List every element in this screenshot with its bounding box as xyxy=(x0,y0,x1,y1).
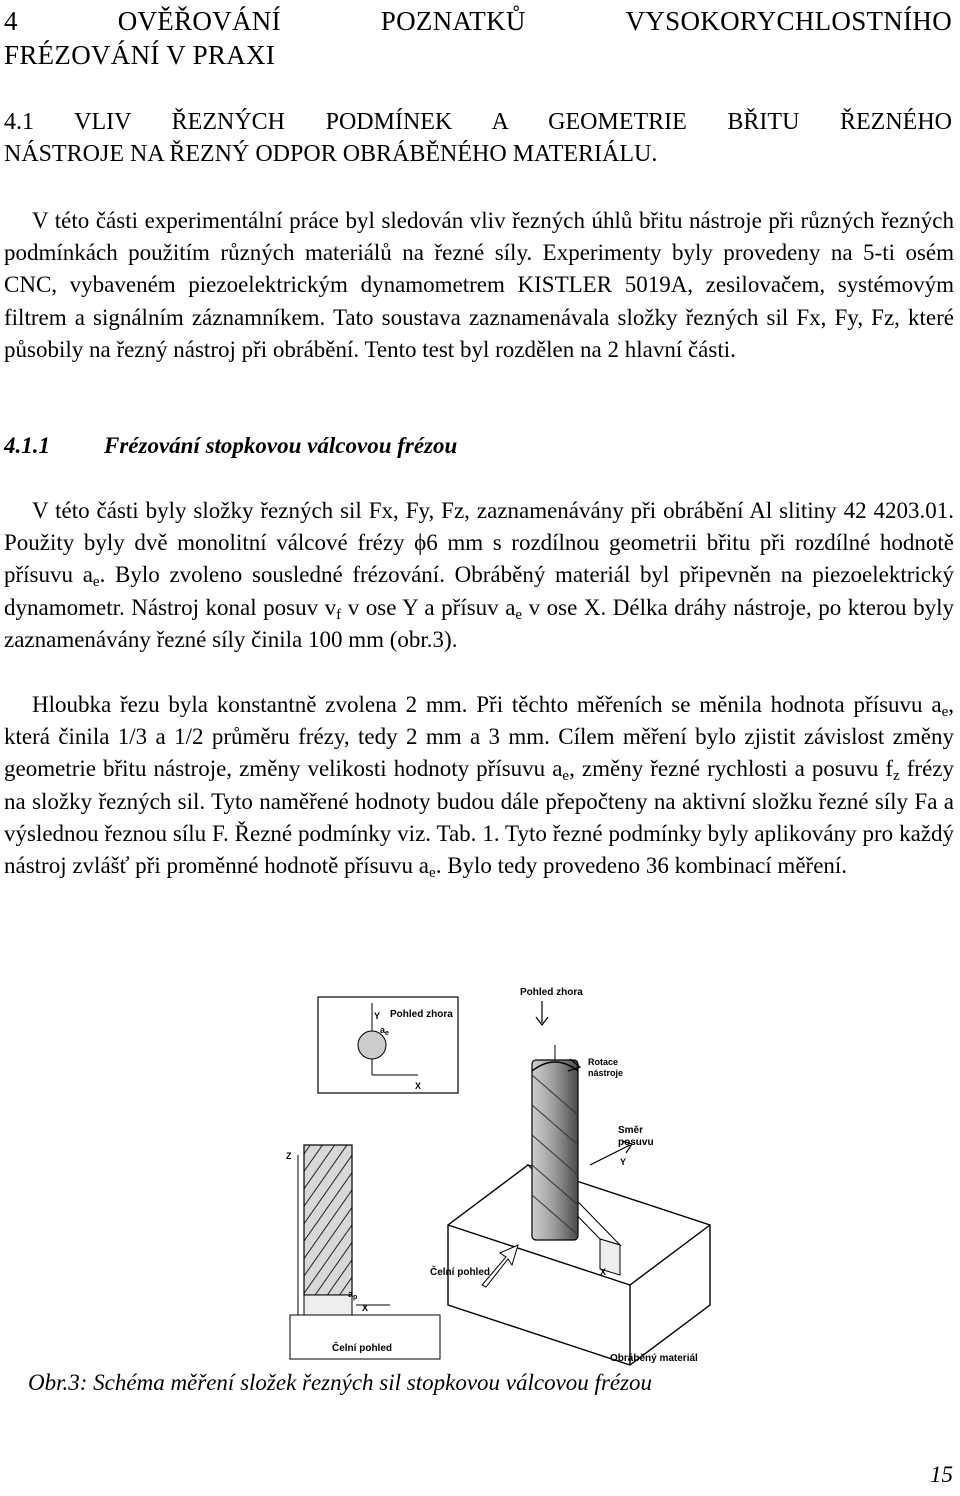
chapter-number: 4 xyxy=(4,6,18,36)
subsection-heading xyxy=(4,433,457,459)
measurement-schematic-figure xyxy=(270,975,730,1375)
subscript: e xyxy=(515,606,523,623)
subscript: e xyxy=(941,704,949,720)
axis-x-label: X xyxy=(415,1081,422,1091)
front-view-inset xyxy=(286,1145,440,1359)
subscript: e xyxy=(429,865,436,882)
figure-caption: Obr.3: Schéma měření složek řezných sil stopkovou válcovou frézou xyxy=(28,1370,653,1395)
text-run: , která činila 1/3 a 1/2 průměru frézy, tedy 2 mm a 3 mm. Cílem měření bylo zjistit závislost změny geometrie břitu nástroje, změny velikosti hodnoty přísuvu a xyxy=(4,692,954,782)
chapter-title-word-2: POZNATKŮ xyxy=(380,6,526,36)
front-view-left-label: Čelní pohled xyxy=(332,1343,392,1354)
text-run: v ose X. Délka dráhy nástroje, po kterou byly zaznamenávány řezné síly činila 100 mm (obr.3). xyxy=(4,594,954,652)
subsection-title: Frézování stopkovou válcovou frézou xyxy=(104,433,458,458)
subscript: z xyxy=(893,768,900,785)
chapter-title-word-3: VYSOKORYCHLOSTNÍHO xyxy=(625,6,952,36)
text-run: , změny řezné rychlosti a posuvu f xyxy=(569,756,894,782)
subsection-number: 4.1.1 xyxy=(4,433,50,458)
text-run: v ose Y a přísuv a xyxy=(341,594,516,620)
feed-direction-label-1: Směr xyxy=(618,1125,644,1136)
top-view-label: Pohled zhora xyxy=(520,987,583,998)
workpiece-block xyxy=(448,1165,710,1365)
paragraph-conditions xyxy=(4,689,954,882)
axis-z-label-left: Z xyxy=(286,1151,292,1161)
text-run: V této části byly složky řezných sil Fx, Fy, Fz, zaznamenávány při obrábění Al slitiny 42 4203.01. Použity byly dvě monolitní válcové frézy ϕ6 mm s rozdílnou geometrii břitu při rozdílné hodnotě přísuvu a xyxy=(4,498,954,588)
ae-label: $a_e$ xyxy=(380,1025,389,1037)
chapter-title-word-1: OVĚŘOVÁNÍ xyxy=(117,6,281,36)
workpiece-label: Obráběný materiál xyxy=(610,1353,698,1364)
axis-y-label: Y xyxy=(374,1011,381,1021)
chapter-title-line-2: FRÉZOVÁNÍ V PRAXI xyxy=(4,40,276,70)
section-heading xyxy=(4,106,952,170)
rotation-label-1: Rotace xyxy=(588,1057,619,1067)
chapter-heading xyxy=(4,4,952,72)
front-view-label: Čelní pohled xyxy=(430,1267,490,1278)
subscript: e xyxy=(92,574,100,591)
text-run: . Bylo zvoleno sousledné frézování. Obráběný materiál byl připevněn na piezoelektrický dynamometr. Nástroj konal posuv v xyxy=(4,562,954,620)
subscript: e xyxy=(562,768,570,785)
page-number: 15 xyxy=(930,1462,953,1487)
section-heading-line-2: NÁSTROJE NA ŘEZNÝ ODPOR OBRÁBĚNÉHO MATERIÁLU. xyxy=(4,141,658,167)
paragraph-method xyxy=(4,495,954,656)
axis-y-label-main: Y xyxy=(620,1157,627,1167)
top-view-inset-label: Pohled zhora xyxy=(390,1009,453,1020)
feed-direction-label-2: posuvu xyxy=(618,1137,654,1148)
top-view-inset xyxy=(318,997,458,1093)
text-run: . Bylo tedy provedeno 36 kombinací měření. xyxy=(435,853,848,879)
subscript: f xyxy=(336,606,342,623)
paragraph-intro: V této části experimentální práce byl sledován vliv řezných úhlů břitu nástroje při různých řezných podmínkách použitím různých materiálů na řezné síly. Experimenty byly provedeny na 5-ti osém CNC, vybaveném piezoelektrickým dynamometrem KISTLER 5019A, zesilovačem, systémovým filtrem a signálním záznamníkem. Tato soustava zaznamenávala složky řezných sil Fx, Fy, Fz, které působily na řezný nástroj při obrábění. Tento test byl rozdělen na 2 hlavní části. xyxy=(4,208,954,362)
text-run: frézy na složky řezných sil. Tyto naměřené hodnoty budou dále přepočteny na aktivní složku řezné síly Fa a výslednou řeznou sílu F. Řezné podmínky viz. Tab. 1. Tyto řezné podmínky byly aplikovány pro každý nástroj zvlášť při proměnné hodnotě přísuvu a xyxy=(4,756,954,879)
ap-label: $a_p$ xyxy=(348,1289,358,1301)
rotation-label-2: nástroje xyxy=(588,1068,624,1078)
text-run: Hloubka řezu byla konstantně zvolena 2 mm. Při těchto měřeních se měnila hodnota přísuvu a xyxy=(32,692,942,717)
axis-x-label-block: X xyxy=(600,1267,607,1277)
axis-x-label-left: X xyxy=(362,1303,369,1313)
section-heading-line-1: 4.1 VLIV ŘEZNÝCH PODMÍNEK A GEOMETRIE BŘITU ŘEZNÉHO xyxy=(4,109,952,135)
